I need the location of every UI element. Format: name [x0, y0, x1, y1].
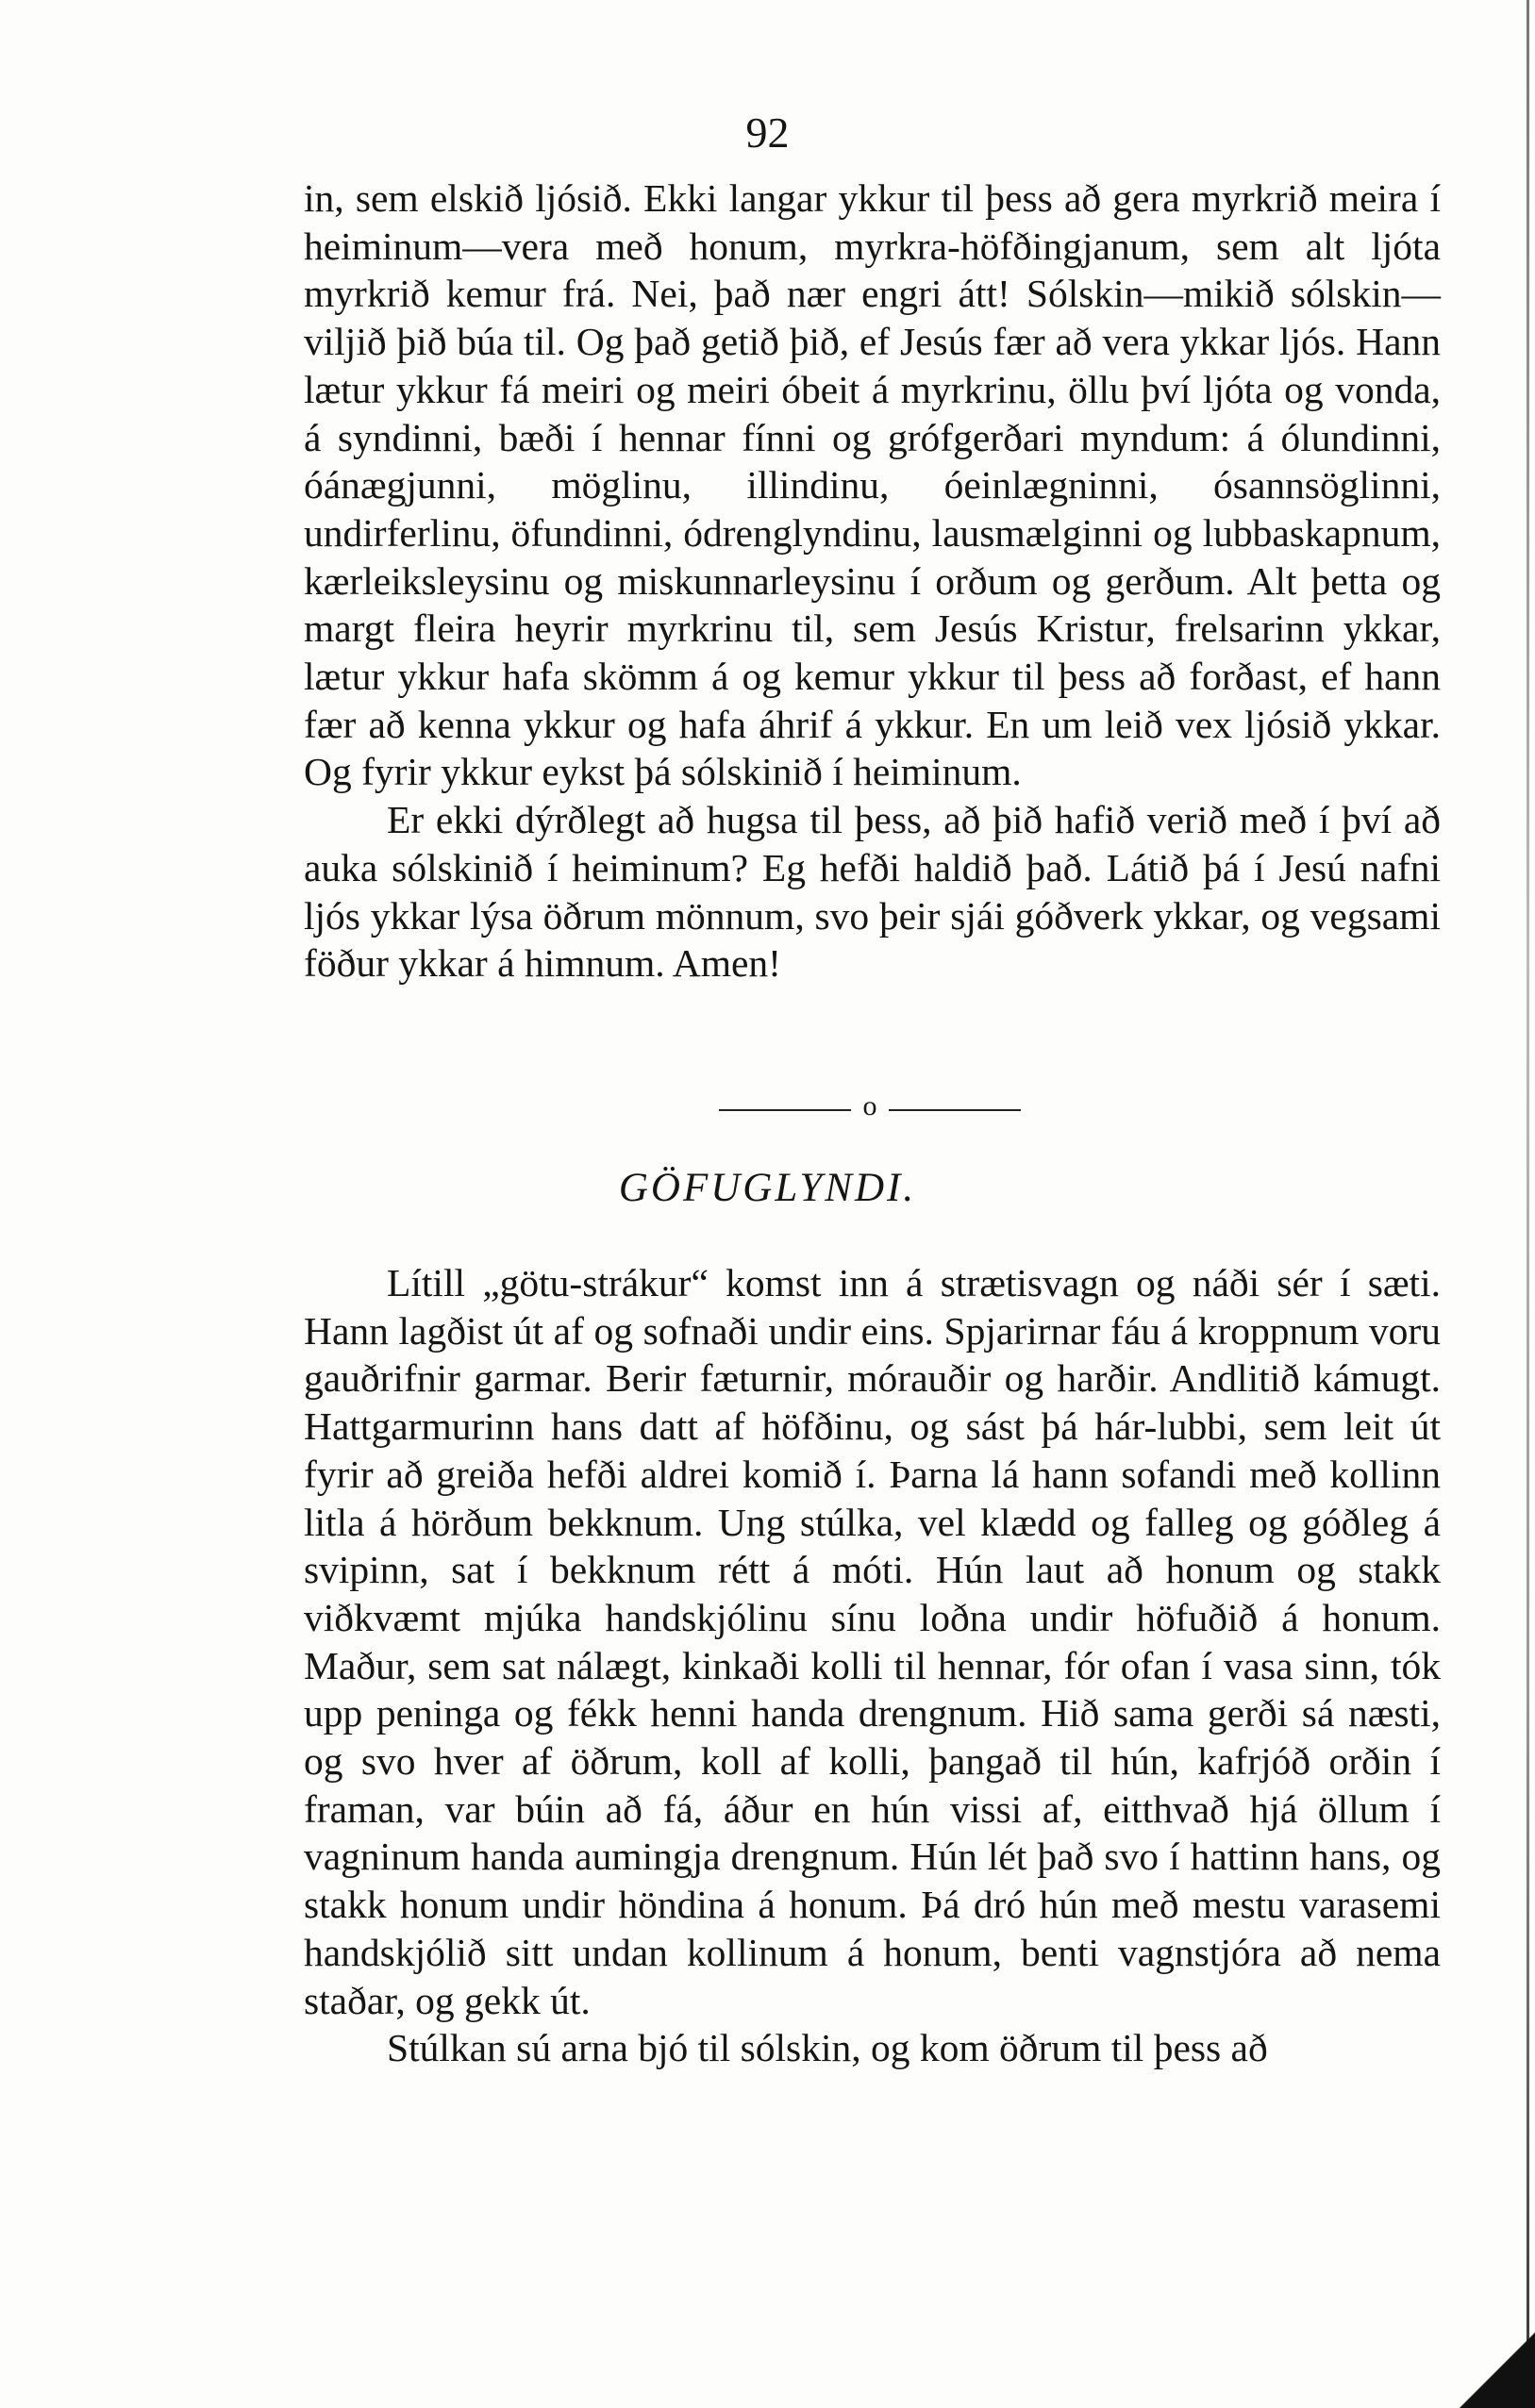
text-block-upper [304, 174, 1441, 988]
section-heading: GÖFUGLYNDI. [618, 1166, 917, 1210]
page-number: 92 [745, 108, 790, 157]
paragraph: Stúlkan sú arna bjó til sólskin, og kom öðrum til þess að [387, 2026, 1268, 2070]
separator-mark: o [862, 1090, 877, 1121]
paragraph: in, sem elskið ljósið. Ekki langar ykkur til þess að gera myrkrið meira í heiminum—vera með honum, myrkra-höfðingjanum, sem alt ljóta myrkrið kemur frá. Nei, það nær engri átt! Sólskin—mikið sólskin—viljið þið búa til. Og það getið þið, ef Jesús fær að vera ykkar ljós. Hann lætur ykkur fá meiri og meiri óbeit á myrkrinu, öllu því ljóta og vonda, á syndinni, bæði í hennar fínni og grófgerðari myndum: á ólundinni, óánægjunni, möglinu, illindinu, óeinlægninni, ósannsöglinni, undirferlinu, öfundinni, ódrenglyndinu, lausmælginni og lubbaskapnum, kærleiksleysinu og miskunnarleysinu í orðum og gerðum. Alt þetta og margt fleira heyrir myrkrinu til, sem Jesús Kristur, frelsarinn ykkar, lætur ykkur hafa skömm á og kemur ykkur til þess að forðast, ef hann fær að kenna ykkur og hafa áhrif á ykkur. En um leið vex ljósið ykkar. Og fyrir ykkur eykst þá sólskinið í heiminum. [304, 176, 1441, 794]
separator-line-left [719, 1109, 851, 1111]
text-block-lower [304, 1259, 1441, 2072]
separator-line-right [889, 1109, 1021, 1111]
page-edge-shadow [1527, 0, 1529, 2408]
paragraph: Er ekki dýrðlegt að hugsa til þess, að þið hafið verið með í því að auka sólskinið í heiminum? Eg hefði haldið það. Látið þá í Jesú nafni ljós ykkar lýsa öðrum mönnum, svo þeir sjái góðverk ykkar, og vegsami föður ykkar á himnum. Amen! [304, 798, 1441, 986]
page-corner-shadow [1450, 2323, 1535, 2408]
section-separator [719, 1090, 1021, 1124]
paragraph: Lítill „götu-strákur“ komst inn á strætisvagn og náði sér í sæti. Hann lagðist út af og sofnaði undir eins. Spjarirnar fáu á kroppnum voru gauðrifnir garmar. Berir fæturnir, mórauðir og harðir. Andlitið kámugt. Hattgarmurinn hans datt af höfðinu, og sást þá hár-lubbi, sem leit út fyrir að greiða hefði aldrei komið í. Þarna lá hann sofandi með kollinn litla á hörðum bekknum. Ung stúlka, vel klædd og falleg og góðleg á svipinn, sat í bekknum rétt á móti. Hún laut að honum og stakk viðkvæmt mjúka handskjólinu sínu loðna undir höfuðið á honum. Maður, sem sat nálægt, kinkaði kolli til hennar, fór ofan í vasa sinn, tók upp peninga og fékk henni handa drengnum. Hið sama gerði sá næsti, og svo hver af öðrum, koll af kolli, þangað til hún, kafrjóð orðin í framan, var búin að fá, áður en hún vissi af, eitthvað hjá öllum í vagninum handa aumingja drengnum. Hún lét það svo í hattinn hans, og stakk honum undir höndina á honum. Þá dró hún með mestu varasemi handskjólið sitt undan kollinum á honum, benti vagnstjóra að nema staðar, og gekk út. [304, 1261, 1441, 2022]
